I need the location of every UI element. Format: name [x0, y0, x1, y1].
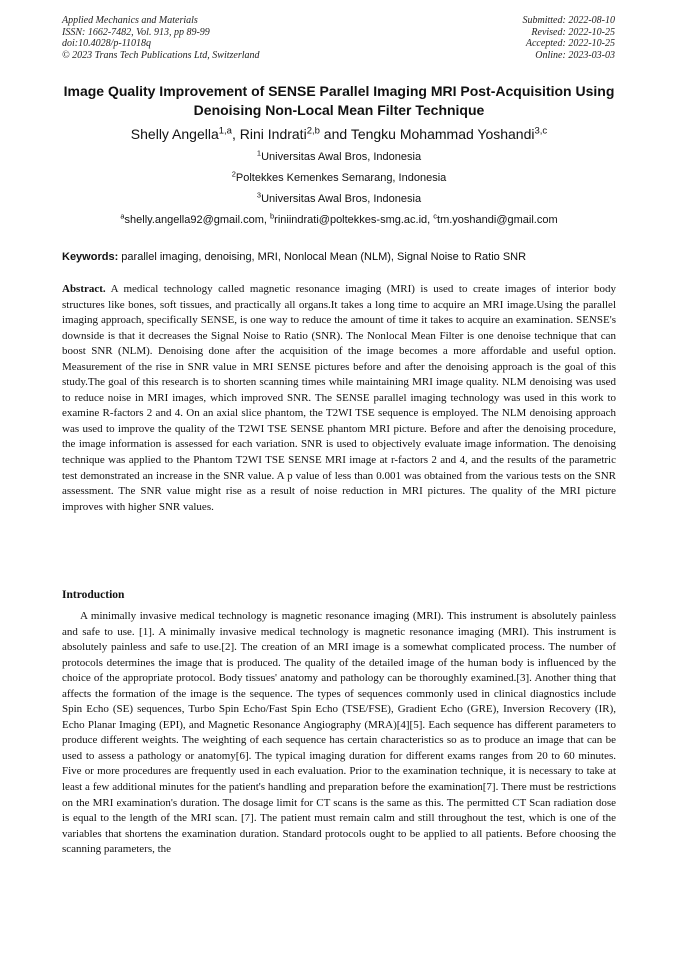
affiliation-1 — [62, 150, 616, 164]
paper-title: Image Quality Improvement of SENSE Parallel Imaging MRI Post-Acquisition Using Denoising Non-Local Mean Filter Technique — [63, 83, 615, 118]
affiliation-mark: 2 — [231, 169, 236, 179]
affiliation-text: Universitas Awal Bros, Indonesia — [261, 151, 422, 163]
abstract-label: Abstract. — [62, 283, 106, 295]
author-name: Shelly Angella — [130, 126, 219, 142]
author-name: Tengku Mohammad Yoshandi — [350, 126, 535, 142]
author-affiliation-mark: 1,a — [218, 125, 232, 137]
journal-header-left — [62, 15, 260, 61]
author-separator: and — [319, 126, 351, 142]
journal-issn: ISSN: 1662-7482, Vol. 913, pp 89-99 — [62, 26, 210, 38]
date-submitted: Submitted: 2022-08-10 — [522, 15, 615, 26]
author-separator: , — [231, 126, 240, 142]
email-mark: c — [433, 211, 438, 221]
affiliation-mark: 3 — [256, 190, 262, 200]
email-a[interactable]: shelly.angella92@gmail.com, — [124, 214, 270, 226]
date-online: Online: 2023-03-03 — [535, 49, 615, 61]
author-emails — [62, 213, 616, 227]
abstract — [62, 282, 616, 515]
email-mark: a — [120, 211, 125, 221]
email-c[interactable]: tm.yoshandi@gmail.com — [437, 214, 558, 226]
author-affiliation-mark: 2,b — [306, 125, 320, 137]
affiliation-2 — [62, 171, 616, 185]
author-list — [62, 125, 616, 143]
introduction-paragraph: A minimally invasive medical technology is magnetic resonance imaging (MRI). This instrument is absolutely painless and safe to use. [1]. A minimally invasive medical technology is magnetic resonance imaging (MRI). This instrument is absolutely painless and safe to use.[2]. The creation of an MRI image is a somewhat complicated process. The number of protocols determines the image that is produced. The quality of the detailed image of the human body is influenced by the choice of the appropriate protocol. Body tissues' anatomy and pathology can be thoroughly examined.[3]. Another thing that affects the formation of the image is the sequence. The types of sequences commonly used in clinical diagnostics include Spin Echo (SE) sequences, Turbo Spin Echo/Fast Spin Echo (TSE/FSE), Gradient Echo (GRE), Inversion Recovery (IR), Echo Planar Imaging (EPI), and Magnetic Resonance Angiography (MRA)[4][5]. Each sequence has different parameters to produce different weights. The weighting of each sequence has certain characteristics so as to produce an image that can be used to assess a pathology or anatomy[6]. The typical imaging duration for different exams ranges from 20 to 60 minutes. Five or more procedures are frequently used in each evaluation. Prior to the examination technique, it is necessary to take at least a few additional minutes for the patient's handling and preparation before the examination[7]. There must be restrictions on the MRI examination's duration. The dosage limit for CT scans is the same as this. The permitted CT Scan radiation dose is equal to the length of the MRI scan. [7]. The patient must remain calm and still throughout the test, which is one of the variables that shortens the examination duration. Standard protocols ought to be applied to all patients. Before choosing the scanning parameters, the — [62, 610, 616, 856]
affiliation-text: Poltekkes Kemenkes Semarang, Indonesia — [235, 172, 447, 184]
keywords-text: parallel imaging, denoising, MRI, Nonlocal Mean (NLM), Signal Noise to Ratio SNR — [118, 251, 527, 263]
keywords-label: Keywords: — [62, 251, 119, 263]
affiliation-mark: 1 — [256, 148, 262, 158]
date-accepted: Accepted: 2022-10-25 — [525, 38, 615, 49]
section-heading-introduction: Introduction — [62, 589, 125, 601]
email-mark: b — [270, 211, 275, 221]
keywords — [62, 250, 616, 264]
date-revised: Revised: 2022-10-25 — [531, 26, 615, 38]
abstract-text: A medical technology called magnetic resonance imaging (MRI) is used to create images of interior body structures like bones, soft tissues, and practically all organs.It takes a long time to acquire an MRI image.Using the parallel imaging approach, specifically SENSE, is one way to reduce the amount of time it takes to acquire an examination. SENSE's downside is that it decreases the Signal Noise to Ratio (SNR). The Nonlocal Mean Filter is one denoise technique that can boost SNR (NLM). Denoising done after the acquisition of the image becomes a more affordable and useful option. Measurement of the rise in SNR value in MRI SENSE pictures before and after the denoising approach is the goal of this study.The goal of this research is to shorten scanning times while maintaining MRI image quality. NLM denoising was used to reduce noise in MRI images, which improved SNR. The SENSE parallel imaging technology was used in this work to examine R-factors 2 and 4. On an axial slice phantom, the T2WI TSE sequence is employed. The NLM denoising approach was used to improve the quality of the T2WI TSE SENSE phantom MRI picture. Before and after the denoising procedure, the image information is assessed for each variation. SNR is used to objectively evaluate image information. The denoising technique was applied to the Phantom T2WI TSE SENSE MRI image at r-factors 2 and 4, and the results of the parametric test demonstrated an increase in the SNR value. A p value of less than 0.001 was obtained from the various tests on the SNR assessment. The SNR value might rise as a result of noise reduction in MRI pictures. The quality of the MRI picture improves with higher SNR values. — [62, 283, 616, 513]
journal-header-right — [523, 15, 616, 61]
author-name: Rini Indrati — [239, 126, 307, 142]
author-affiliation-mark: 3,c — [534, 125, 548, 137]
journal-name: Applied Mechanics and Materials — [62, 15, 198, 26]
journal-doi: doi:10.4028/p-11018q — [62, 38, 151, 49]
email-b[interactable]: riniindrati@poltekkes-smg.ac.id, — [274, 214, 434, 226]
affiliation-text: Universitas Awal Bros, Indonesia — [261, 193, 422, 205]
journal-copyright: © 2023 Trans Tech Publications Ltd, Switzerland — [62, 49, 260, 61]
affiliation-3 — [62, 192, 616, 206]
